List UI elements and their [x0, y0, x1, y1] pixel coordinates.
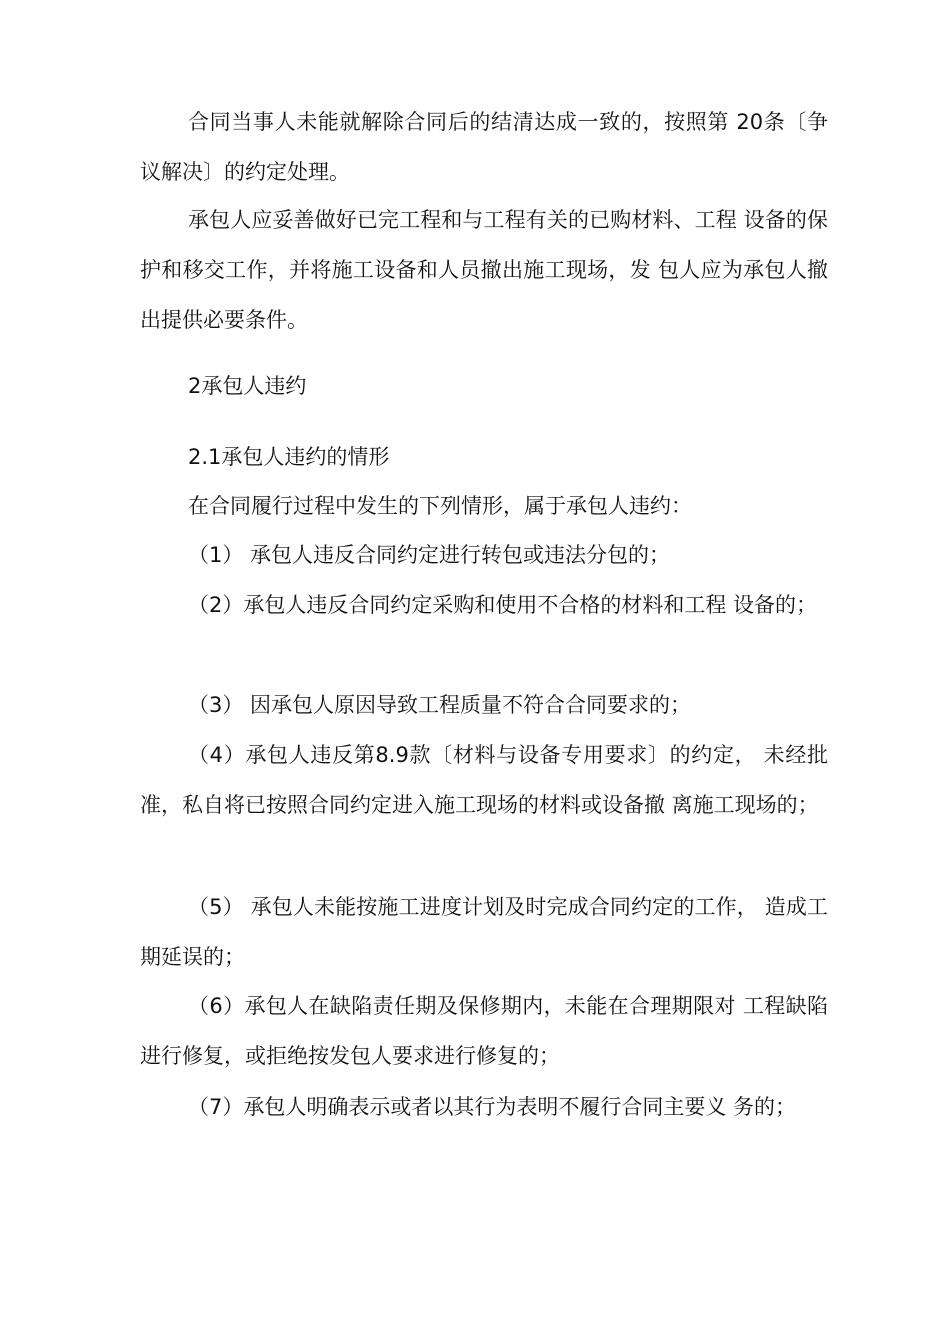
list-item-5: （5） 承包人未能按施工进度计划及时完成合同约定的工作， 造成工期延误的； — [140, 895, 828, 969]
paragraph-handover-duty: 承包人应妥善做好已完工程和与工程有关的已购材料、工程 设备的保护和移交工作，并将施工设备和人员撤出施工现场，发 包人应为承包人撤出提供必要条件。 — [140, 208, 828, 332]
list-item-7: （7）承包人明确表示或者以其行为表明不履行合同主要义 务的； — [188, 1095, 797, 1119]
list-item-4: （4）承包人违反第8.9款〔材料与设备专用要求〕的约定， 未经批准，私自将已按照合同约定进入施工现场的材料或设备撤 离施工现场的； — [140, 743, 828, 817]
list-item-1: （1） 承包人违反合同约定进行转包或违法分包的； — [188, 543, 671, 567]
paragraph-settlement-dispute: 合同当事人未能就解除合同后的结清达成一致的，按照第 20条〔争议解决〕的约定处理。 — [140, 110, 828, 184]
list-item-3: （3） 因承包人原因导致工程质量不符合合同要求的； — [188, 693, 692, 717]
list-item-6: （6）承包人在缺陷责任期及保修期内，未能在合理期限对 工程缺陷进行修复，或拒绝按发包人要求进行修复的； — [140, 994, 828, 1068]
list-item-2: （2）承包人违反合同约定采购和使用不合格的材料和工程 设备的； — [188, 593, 818, 617]
subsection-heading-breach-cases: 2.1承包人违约的情形 — [188, 445, 390, 469]
paragraph-breach-intro: 在合同履行过程中发生的下列情形，属于承包人违约： — [188, 494, 692, 518]
section-heading-contractor-breach: 2承包人违约 — [188, 374, 307, 398]
